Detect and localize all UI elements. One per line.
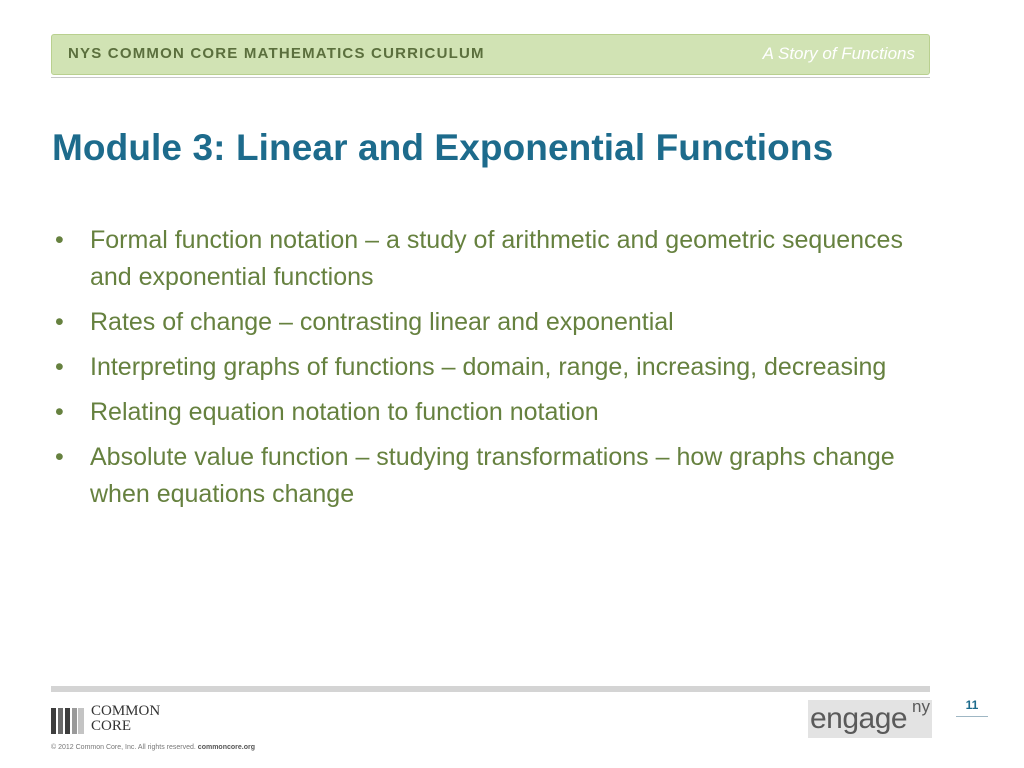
logo-line-core: CORE [91,718,132,734]
curriculum-label: NYS COMMON CORE MATHEMATICS CURRICULUM [68,45,485,62]
header-banner [51,34,930,75]
bullet-text: Interpreting graphs of functions – domain, range, increasing, decreasing [90,353,887,381]
copyright-text: © 2012 Common Core, Inc. All rights reserved. [51,744,196,751]
common-core-wordmark [91,704,160,734]
common-core-logo [51,703,186,736]
bullet-text: Absolute value function – studying transformations – how graphs change when equations change [90,443,895,508]
bullet-text: Formal function notation – a study of arithmetic and geometric sequences and exponential functions [90,226,903,291]
bullet-item [55,349,935,386]
bullet-icon: • [55,443,64,471]
bullet-text: Rates of change – contrasting linear and exponential [90,308,674,336]
bullet-item [55,439,935,513]
engage-ny-superscript: ny [912,697,930,716]
bullet-list [55,222,935,521]
bullet-item [55,304,935,341]
page-number-underline [956,716,988,717]
bullet-icon: • [55,353,64,381]
copyright-site: commoncore.org [197,744,255,751]
story-label: A Story of Functions [762,44,915,63]
page-number: 11 [965,698,979,712]
bullet-item [55,394,935,431]
logo-line-common: COMMON [91,703,161,719]
bullet-text: Relating equation notation to function notation [90,398,599,426]
copyright-notice [51,744,255,751]
slide-title: Module 3: Linear and Exponential Functions [52,127,834,168]
bullet-item [55,222,935,296]
engage-wordmark: engage [810,702,908,735]
header-divider [51,77,930,78]
common-core-bars-icon [51,706,85,734]
bullet-icon: • [55,226,64,254]
engageny-logo [808,697,932,738]
bullet-icon: • [55,398,64,426]
footer-divider [51,686,930,692]
bullet-icon: • [55,308,64,336]
